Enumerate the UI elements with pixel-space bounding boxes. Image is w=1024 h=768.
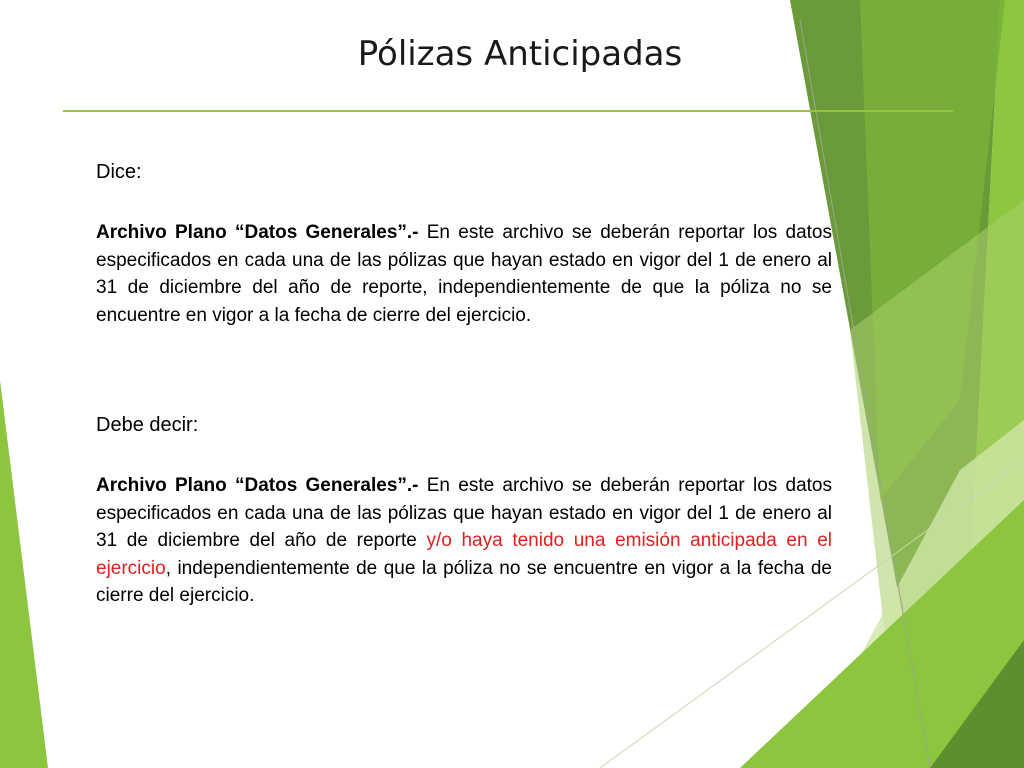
debe-decir-text-after: , independientemente de que la póliza no se encuentre en vigor a la fecha de cierre del ejercicio.	[96, 557, 832, 606]
dice-lead: Archivo Plano “Datos Generales”.-	[96, 222, 419, 243]
left-accent-shape	[0, 380, 48, 768]
dice-label: Dice:	[96, 161, 142, 183]
dice-text: En este archivo se deberán reportar los datos especificados en cada una de las pólizas que hayan estado en vigor del 1 de enero al 31 de diciembre del año de reporte, independientemente de que la póliza no se encuentre en vigor a la fecha de cierre del ejercicio.	[96, 222, 832, 326]
slide-title: Pólizas Anticipadas	[357, 34, 683, 74]
debe-decir-label: Debe decir:	[96, 414, 199, 436]
debe-decir-lead: Archivo Plano “Datos Generales”.-	[96, 475, 419, 496]
debe-decir-highlight: y/o haya tenido una emisión anticipada en el ejercicio	[96, 530, 832, 579]
dice-paragraph	[96, 219, 832, 329]
title-divider	[63, 110, 953, 112]
debe-decir-paragraph	[96, 472, 832, 610]
debe-decir-text-before: En este archivo se deberán reportar los datos especificados en cada una de las pólizas que hayan estado en vigor del 1 de enero al 31 de diciembre del año de reporte	[96, 475, 832, 551]
